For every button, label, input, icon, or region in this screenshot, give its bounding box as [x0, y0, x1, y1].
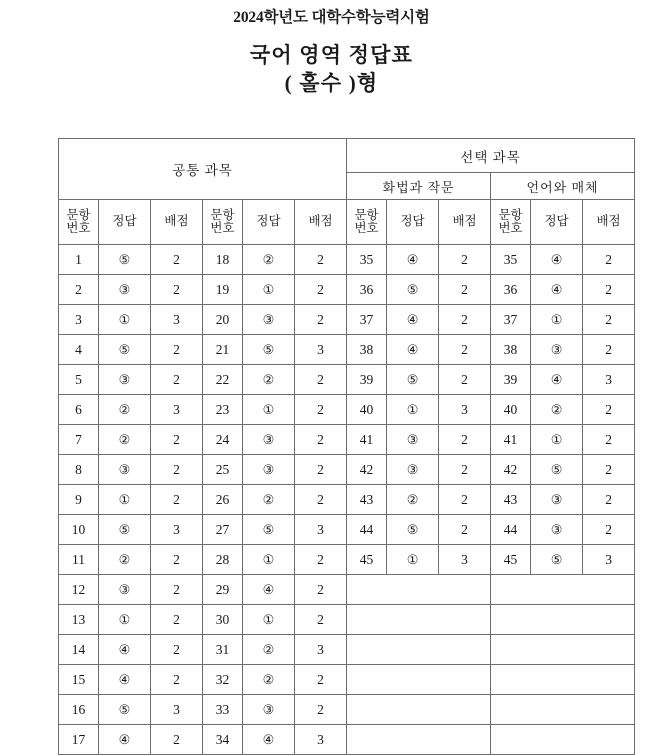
cell-question-no: 35	[347, 245, 387, 275]
cell-answer: ③	[531, 515, 583, 545]
col-header-points-sw: 배점	[439, 200, 491, 245]
cell-empty	[491, 605, 635, 635]
cell-points: 2	[151, 275, 203, 305]
cell-answer: ③	[99, 575, 151, 605]
cell-points: 2	[295, 275, 347, 305]
col-header-answer-lm: 정답	[531, 200, 583, 245]
table-row	[59, 545, 635, 575]
table-row	[59, 365, 635, 395]
cell-points: 2	[151, 605, 203, 635]
cell-answer: ①	[243, 275, 295, 305]
cell-answer: ③	[387, 425, 439, 455]
cell-points: 2	[583, 455, 635, 485]
table-row	[59, 635, 635, 665]
subject-header-language-media: 언어와 매체	[491, 173, 635, 200]
cell-question-no: 45	[491, 545, 531, 575]
cell-points: 2	[439, 365, 491, 395]
cell-question-no: 12	[59, 575, 99, 605]
header-row-columns	[59, 200, 635, 245]
cell-empty	[347, 575, 491, 605]
cell-answer: ①	[243, 395, 295, 425]
cell-points: 2	[151, 545, 203, 575]
cell-question-no: 15	[59, 665, 99, 695]
cell-points: 2	[151, 575, 203, 605]
exam-year-title: 2024학년도 대학수학능력시험	[233, 9, 430, 26]
col-header-answer-a: 정답	[99, 200, 151, 245]
cell-answer: ②	[243, 485, 295, 515]
cell-answer: ④	[531, 245, 583, 275]
cell-points: 2	[295, 245, 347, 275]
cell-points: 2	[151, 335, 203, 365]
cell-points: 2	[583, 425, 635, 455]
cell-points: 2	[439, 335, 491, 365]
cell-question-no: 37	[347, 305, 387, 335]
cell-question-no: 31	[203, 635, 243, 665]
cell-question-no: 14	[59, 635, 99, 665]
cell-answer: ⑤	[387, 515, 439, 545]
cell-question-no: 17	[59, 725, 99, 755]
cell-answer: ⑤	[99, 335, 151, 365]
cell-points: 2	[151, 425, 203, 455]
cell-points: 2	[295, 575, 347, 605]
cell-answer: ②	[99, 395, 151, 425]
page-header	[0, 0, 663, 98]
col-header-line2: 번호	[66, 221, 91, 235]
subject-header-speech-writing: 화법과 작문	[347, 173, 491, 200]
cell-question-no: 11	[59, 545, 99, 575]
cell-question-no: 43	[491, 485, 531, 515]
cell-question-no: 43	[347, 485, 387, 515]
cell-question-no: 23	[203, 395, 243, 425]
cell-question-no: 3	[59, 305, 99, 335]
cell-points: 2	[151, 365, 203, 395]
cell-answer: ①	[387, 545, 439, 575]
cell-question-no: 28	[203, 545, 243, 575]
cell-answer: ③	[99, 275, 151, 305]
cell-answer: ④	[243, 725, 295, 755]
cell-question-no: 26	[203, 485, 243, 515]
cell-question-no: 42	[347, 455, 387, 485]
cell-points: 3	[583, 545, 635, 575]
col-header-line2: 번호	[210, 221, 235, 235]
cell-question-no: 8	[59, 455, 99, 485]
cell-answer: ②	[531, 395, 583, 425]
cell-points: 2	[151, 485, 203, 515]
cell-answer: ③	[99, 365, 151, 395]
cell-empty	[347, 665, 491, 695]
cell-empty	[491, 695, 635, 725]
table-row	[59, 695, 635, 725]
cell-points: 3	[295, 515, 347, 545]
cell-answer: ③	[99, 455, 151, 485]
cell-answer: ④	[531, 365, 583, 395]
cell-question-no: 44	[347, 515, 387, 545]
col-header-question-no-a	[59, 200, 99, 245]
cell-points: 3	[583, 365, 635, 395]
cell-points: 2	[439, 485, 491, 515]
cell-question-no: 34	[203, 725, 243, 755]
cell-points: 2	[439, 425, 491, 455]
cell-answer: ⑤	[531, 455, 583, 485]
cell-points: 2	[439, 245, 491, 275]
cell-empty	[491, 665, 635, 695]
cell-question-no: 40	[347, 395, 387, 425]
group-header-elective: 선택 과목	[347, 139, 635, 173]
cell-answer: ⑤	[99, 515, 151, 545]
cell-points: 2	[295, 545, 347, 575]
cell-question-no: 38	[347, 335, 387, 365]
cell-answer: ⑤	[243, 335, 295, 365]
cell-question-no: 24	[203, 425, 243, 455]
cell-answer: ①	[243, 605, 295, 635]
page-title: 국어 영역 정답표	[249, 43, 414, 68]
cell-question-no: 19	[203, 275, 243, 305]
cell-answer: ②	[243, 665, 295, 695]
table-row	[59, 275, 635, 305]
col-header-answer-sw: 정답	[387, 200, 439, 245]
cell-question-no: 13	[59, 605, 99, 635]
cell-empty	[347, 605, 491, 635]
cell-points: 3	[151, 515, 203, 545]
cell-points: 2	[295, 425, 347, 455]
table-row	[59, 335, 635, 365]
cell-answer: ⑤	[531, 545, 583, 575]
cell-answer: ③	[243, 425, 295, 455]
cell-points: 2	[295, 305, 347, 335]
cell-question-no: 36	[347, 275, 387, 305]
cell-answer: ①	[387, 395, 439, 425]
cell-points: 2	[151, 245, 203, 275]
cell-points: 3	[295, 335, 347, 365]
cell-empty	[347, 725, 491, 755]
cell-empty	[347, 695, 491, 725]
cell-points: 2	[439, 515, 491, 545]
cell-question-no: 4	[59, 335, 99, 365]
cell-question-no: 30	[203, 605, 243, 635]
table-row	[59, 395, 635, 425]
cell-points: 2	[295, 365, 347, 395]
cell-points: 2	[583, 485, 635, 515]
cell-question-no: 36	[491, 275, 531, 305]
cell-points: 3	[151, 395, 203, 425]
cell-answer: ④	[243, 575, 295, 605]
cell-points: 2	[151, 725, 203, 755]
cell-points: 2	[583, 275, 635, 305]
cell-points: 3	[151, 305, 203, 335]
col-header-points-b: 배점	[295, 200, 347, 245]
col-header-line1: 문항	[498, 207, 523, 222]
cell-answer: ⑤	[243, 515, 295, 545]
cell-question-no: 9	[59, 485, 99, 515]
cell-empty	[347, 635, 491, 665]
cell-question-no: 1	[59, 245, 99, 275]
table-row	[59, 605, 635, 635]
col-header-question-no-b	[203, 200, 243, 245]
cell-question-no: 21	[203, 335, 243, 365]
cell-answer: ①	[99, 305, 151, 335]
cell-question-no: 40	[491, 395, 531, 425]
cell-question-no: 44	[491, 515, 531, 545]
cell-answer: ③	[531, 335, 583, 365]
table-row	[59, 425, 635, 455]
cell-question-no: 39	[491, 365, 531, 395]
table-body	[59, 245, 635, 755]
cell-points: 2	[439, 275, 491, 305]
cell-question-no: 41	[347, 425, 387, 455]
cell-question-no: 10	[59, 515, 99, 545]
cell-answer: ⑤	[387, 365, 439, 395]
answer-key-table	[58, 138, 635, 755]
cell-answer: ①	[99, 485, 151, 515]
col-header-answer-b: 정답	[243, 200, 295, 245]
col-header-line1: 문항	[210, 207, 235, 222]
cell-answer: ②	[99, 545, 151, 575]
col-header-points-lm: 배점	[583, 200, 635, 245]
cell-empty	[491, 725, 635, 755]
cell-question-no: 45	[347, 545, 387, 575]
cell-empty	[491, 635, 635, 665]
cell-points: 2	[295, 665, 347, 695]
cell-question-no: 39	[347, 365, 387, 395]
cell-points: 3	[439, 395, 491, 425]
cell-question-no: 16	[59, 695, 99, 725]
cell-question-no: 5	[59, 365, 99, 395]
cell-points: 3	[295, 725, 347, 755]
table-row	[59, 245, 635, 275]
cell-points: 2	[151, 635, 203, 665]
cell-points: 2	[295, 455, 347, 485]
table-row	[59, 455, 635, 485]
cell-points: 2	[583, 335, 635, 365]
cell-points: 2	[295, 605, 347, 635]
cell-answer: ④	[387, 245, 439, 275]
cell-question-no: 37	[491, 305, 531, 335]
col-header-line1: 문항	[354, 207, 379, 222]
cell-points: 3	[439, 545, 491, 575]
cell-question-no: 42	[491, 455, 531, 485]
cell-answer: ②	[387, 485, 439, 515]
col-header-question-no-sw	[347, 200, 387, 245]
cell-question-no: 32	[203, 665, 243, 695]
cell-answer: ④	[99, 635, 151, 665]
cell-answer: ④	[531, 275, 583, 305]
cell-question-no: 29	[203, 575, 243, 605]
cell-points: 2	[439, 305, 491, 335]
col-header-line1: 문항	[66, 207, 91, 222]
cell-answer: ⑤	[99, 695, 151, 725]
cell-answer: ④	[99, 725, 151, 755]
cell-question-no: 6	[59, 395, 99, 425]
cell-question-no: 18	[203, 245, 243, 275]
col-header-question-no-lm	[491, 200, 531, 245]
table-row	[59, 725, 635, 755]
table-row	[59, 515, 635, 545]
answer-key-table-wrapper	[58, 138, 621, 755]
table-row	[59, 485, 635, 515]
cell-points: 2	[295, 395, 347, 425]
cell-answer: ③	[243, 305, 295, 335]
cell-question-no: 20	[203, 305, 243, 335]
cell-question-no: 2	[59, 275, 99, 305]
cell-points: 3	[151, 695, 203, 725]
cell-question-no: 33	[203, 695, 243, 725]
table-row	[59, 305, 635, 335]
col-header-line2: 번호	[498, 221, 523, 235]
cell-points: 2	[295, 695, 347, 725]
cell-answer: ③	[531, 485, 583, 515]
table-row	[59, 575, 635, 605]
table-head	[59, 139, 635, 245]
cell-answer: ①	[243, 545, 295, 575]
cell-answer: ③	[243, 695, 295, 725]
cell-answer: ②	[243, 245, 295, 275]
col-header-points-a: 배점	[151, 200, 203, 245]
cell-question-no: 38	[491, 335, 531, 365]
cell-answer: ⑤	[387, 275, 439, 305]
cell-points: 2	[151, 665, 203, 695]
cell-points: 2	[583, 395, 635, 425]
cell-points: 3	[295, 635, 347, 665]
cell-points: 2	[439, 455, 491, 485]
cell-answer: ③	[387, 455, 439, 485]
cell-points: 2	[583, 245, 635, 275]
cell-answer: ④	[99, 665, 151, 695]
cell-answer: ②	[243, 635, 295, 665]
cell-empty	[491, 575, 635, 605]
exam-form-label: ( 홀수 )형	[284, 71, 379, 96]
cell-answer: ④	[387, 335, 439, 365]
col-header-line2: 번호	[354, 221, 379, 235]
cell-points: 2	[295, 485, 347, 515]
cell-points: 2	[583, 305, 635, 335]
header-row-groups	[59, 139, 635, 173]
cell-answer: ④	[387, 305, 439, 335]
cell-question-no: 22	[203, 365, 243, 395]
cell-question-no: 41	[491, 425, 531, 455]
cell-question-no: 35	[491, 245, 531, 275]
cell-question-no: 7	[59, 425, 99, 455]
cell-answer: ①	[531, 425, 583, 455]
cell-question-no: 27	[203, 515, 243, 545]
group-header-common: 공통 과목	[59, 139, 347, 200]
cell-answer: ③	[243, 455, 295, 485]
cell-points: 2	[151, 455, 203, 485]
cell-answer: ②	[99, 425, 151, 455]
cell-answer: ⑤	[99, 245, 151, 275]
table-row	[59, 665, 635, 695]
cell-answer: ①	[99, 605, 151, 635]
cell-answer: ①	[531, 305, 583, 335]
cell-question-no: 25	[203, 455, 243, 485]
cell-answer: ②	[243, 365, 295, 395]
cell-points: 2	[583, 515, 635, 545]
